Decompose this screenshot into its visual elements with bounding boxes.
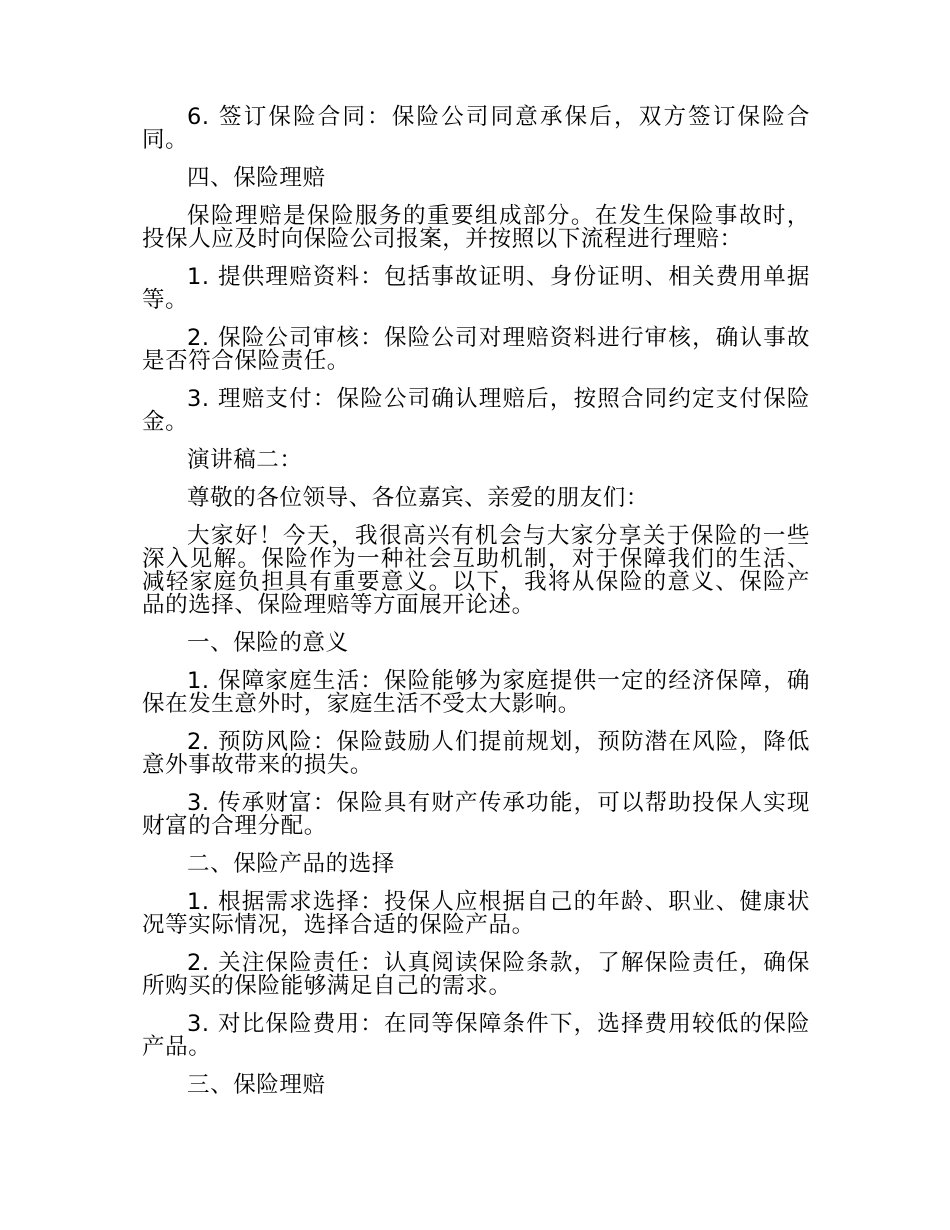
- speech-salutation: 尊敬的各位领导、各位嘉宾、亲爱的朋友们：: [187, 485, 650, 511]
- paragraph-claims-step-1: 1. 提供理赔资料：包括事故证明、身份证明、相关费用单据等。: [142, 264, 810, 313]
- paragraph-claims-intro: 保险理赔是保险服务的重要组成部分。在发生保险事故时，投保人应及时向保险公司报案，并按照以下流程进行理赔：: [142, 203, 810, 252]
- document-body: [142, 106, 810, 1112]
- section-heading-meaning: 一、保险的意义: [187, 630, 349, 656]
- paragraph-claims-step-2: 2. 保险公司审核：保险公司对理赔资料进行审核，确认事故是否符合保险责任。: [142, 325, 810, 374]
- section-heading-claims-2: 三、保险理赔: [187, 1072, 326, 1098]
- speech-two-title: 演讲稿二：: [187, 447, 303, 473]
- section-heading-claims: 四、保险理赔: [187, 165, 326, 191]
- paragraph-choice-1: 1. 根据需求选择：投保人应根据自己的年龄、职业、健康状况等实际情况，选择合适的保险产品。: [142, 889, 810, 938]
- paragraph-choice-2: 2. 关注保险责任：认真阅读保险条款，了解保险责任，确保所购买的保险能够满足自己的需求。: [142, 950, 810, 999]
- paragraph-meaning-3: 3. 传承财富：保险具有财产传承功能，可以帮助投保人实现财富的合理分配。: [142, 790, 810, 839]
- paragraph-choice-3: 3. 对比保险费用：在同等保障条件下，选择费用较低的保险产品。: [142, 1011, 810, 1060]
- section-heading-product-choice: 二、保险产品的选择: [187, 851, 395, 877]
- paragraph-claims-step-3: 3. 理赔支付：保险公司确认理赔后，按照合同约定支付保险金。: [142, 386, 810, 435]
- paragraph-contract-signing: 6. 签订保险合同：保险公司同意承保后，双方签订保险合同。: [142, 104, 810, 153]
- speech-opening: 大家好！今天，我很高兴有机会与大家分享关于保险的一些深入见解。保险作为一种社会互助机制，对于保障我们的生活、减轻家庭负担具有重要意义。以下，我将从保险的意义、保险产品的选择、保险理赔等方面展开论述。: [142, 523, 810, 618]
- paragraph-meaning-2: 2. 预防风险：保险鼓励人们提前规划，预防潜在风险，降低意外事故带来的损失。: [142, 729, 810, 778]
- paragraph-meaning-1: 1. 保障家庭生活：保险能够为家庭提供一定的经济保障，确保在发生意外时，家庭生活不受太大影响。: [142, 668, 810, 717]
